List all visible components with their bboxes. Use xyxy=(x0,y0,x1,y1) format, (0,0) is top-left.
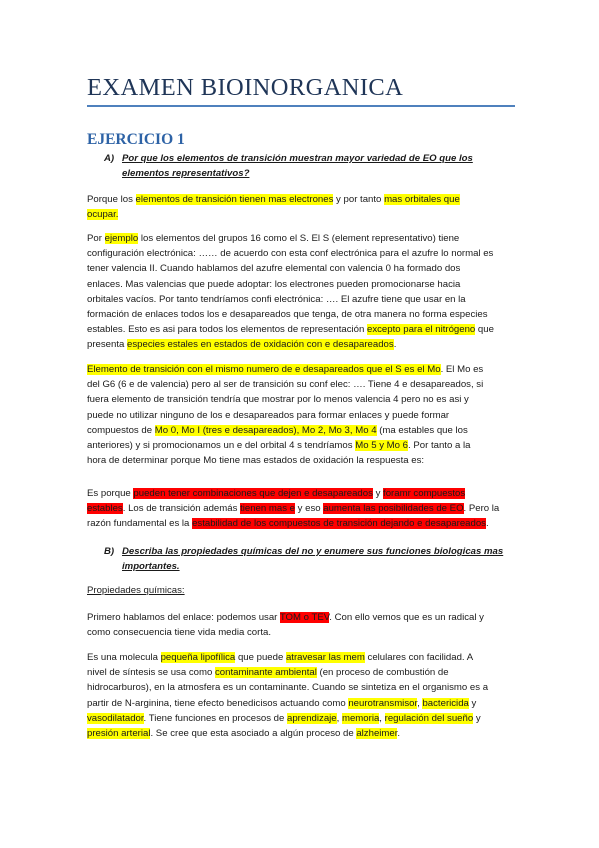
text-line xyxy=(87,322,515,337)
text-line xyxy=(87,726,515,741)
text-run: . xyxy=(393,339,397,351)
question-b-letter: B) xyxy=(104,546,115,557)
yellow-highlight: vasodilatador xyxy=(87,712,144,724)
red-highlight: tienen mas e xyxy=(240,503,295,515)
text-line xyxy=(87,192,515,207)
text-run: (ma estables que los xyxy=(376,424,468,436)
text-run: . Con ello vemos que es un radical y xyxy=(329,612,484,623)
yellow-highlight: pequeña lipofílica xyxy=(160,652,236,663)
question-a-letter: A) xyxy=(104,153,115,164)
text-run: . xyxy=(485,518,489,530)
text-line xyxy=(87,680,515,695)
question-b-line: importantes. xyxy=(122,561,180,573)
text-run: y xyxy=(468,697,477,709)
text-run: fuera elemento de transición tendría que mostrar por lo menos valencia 4 pero no es asi y xyxy=(87,394,469,406)
document-title: EXAMEN BIOINORGANICA xyxy=(87,74,404,101)
text-run: . Tiene funciones en procesos de xyxy=(143,712,288,724)
text-run: orbitales vacíos. Por tanto tendríamos confi electrónica: …. El azufre tiene que usar en la xyxy=(87,293,466,305)
text-run: hidrocarburos), en la atmosfera es un contaminante. Cuando se sintetiza en el organismo es a xyxy=(87,682,489,694)
paragraph xyxy=(87,192,515,222)
text-run: enlaces. Mas valencias que puede adoptar: los electrones pueden promocionarse hacia xyxy=(87,278,461,290)
text-line xyxy=(87,625,515,640)
properties-heading: Propiedades químicas: xyxy=(87,585,185,596)
text-line xyxy=(87,650,515,665)
text-line xyxy=(87,696,515,711)
text-run: Es una molecula xyxy=(87,652,161,663)
title-underline-rule xyxy=(87,105,515,107)
text-run: nivel de síntesis se usa como xyxy=(87,667,215,679)
text-run: tener valencia II. Cuando hablamos del azufre elemental con valencia 0 ha formado dos xyxy=(87,263,461,275)
text-run: , xyxy=(336,712,342,724)
question-b-line: Describa las propiedades químicas del no y enumere sus funciones biologicas mas xyxy=(122,546,504,557)
text-line xyxy=(87,423,515,438)
text-line xyxy=(87,231,515,246)
text-line xyxy=(87,292,515,307)
text-run: (en proceso de combustión de xyxy=(316,667,449,679)
text-run: razón fundamental es la xyxy=(87,518,193,530)
yellow-highlight: bactericida xyxy=(422,697,469,709)
yellow-highlight: Elemento de transición con el mismo numero de e desapareados que el S es el Mo xyxy=(87,364,441,375)
exercise-heading: EJERCICIO 1 xyxy=(87,131,185,148)
text-line xyxy=(87,307,515,322)
yellow-highlight: Mo 0, Mo I (tres e desapareados), Mo 2, Mo 3, Mo 4 xyxy=(154,424,377,436)
text-run: puede no utilizar ninguno de los e desapareados para formar enlaces y puede formar xyxy=(87,409,450,421)
yellow-highlight: Mo 5 y Mo 6 xyxy=(355,439,409,451)
text-line xyxy=(87,438,515,453)
text-line xyxy=(87,362,515,377)
yellow-highlight: contaminante ambiental xyxy=(214,667,317,679)
red-highlight: pueden tener combinaciones que dejen e desapareados xyxy=(133,488,373,499)
text-run: celulares con facilidad. A xyxy=(364,652,474,663)
text-run: los elementos del grupos 16 como el S. El S (element representativo) tiene xyxy=(138,233,460,244)
text-run: . Los de transición además xyxy=(122,503,241,515)
text-line xyxy=(87,711,515,726)
yellow-highlight: ocupar. xyxy=(87,209,119,221)
question-a-line: elementos representativos? xyxy=(122,168,250,180)
text-run: formación de enlaces todos los e desapareados que tenga, de otra manera no forma especies xyxy=(87,308,488,320)
yellow-highlight: memoria xyxy=(341,712,380,724)
text-line xyxy=(87,516,515,531)
yellow-highlight: ejemplo xyxy=(104,233,139,244)
red-highlight: estabilidad de los compuestos de transición dejando e desapareados xyxy=(192,518,486,530)
text-line xyxy=(87,261,515,276)
text-run: y por tanto xyxy=(333,194,385,205)
text-run: , xyxy=(417,697,423,709)
text-line xyxy=(87,486,515,501)
paragraph xyxy=(87,610,515,640)
red-highlight: estables xyxy=(87,503,123,515)
text-run: . xyxy=(397,727,401,739)
text-line xyxy=(87,392,515,407)
text-run: Es porque xyxy=(87,488,134,499)
paragraph xyxy=(87,486,515,532)
paragraph xyxy=(87,650,515,741)
paragraph xyxy=(87,231,515,353)
yellow-highlight: atravesar las mem xyxy=(285,652,365,663)
yellow-highlight: aprendizaje xyxy=(287,712,337,724)
text-run: . Por tanto a la xyxy=(408,439,471,451)
text-line xyxy=(87,408,515,423)
text-line xyxy=(87,337,515,352)
text-line xyxy=(87,246,515,261)
text-run: y eso xyxy=(295,503,324,515)
text-run: Primero hablamos del enlace: podemos usar xyxy=(87,612,280,623)
text-run: presenta xyxy=(87,339,128,351)
yellow-highlight: especies estales en estados de oxidación con e desapareados xyxy=(127,339,394,351)
red-highlight: TOM o TEV xyxy=(279,612,330,623)
yellow-highlight: regulación del sueño xyxy=(384,712,474,724)
text-line xyxy=(87,377,515,392)
text-run: partir de N-arginina, tiene efecto benedicisos actuando como xyxy=(87,697,349,709)
text-run: como consecuencia tiene vida media corta. xyxy=(87,627,271,639)
yellow-highlight: elementos de transición tienen mas electrones xyxy=(135,194,334,205)
text-run: . Pero la xyxy=(463,503,500,515)
text-line xyxy=(87,453,515,468)
text-line xyxy=(87,501,515,516)
text-run: hora de determinar porque Mo tiene mas estados de oxidación la respuesta es: xyxy=(87,455,425,467)
text-run: anteriores) y si promocionamos un e del orbital 4 s tendríamos xyxy=(87,439,356,451)
text-run: del G6 (6 e de valencia) pero al ser de transición su conf elec: …. Tiene 4 e desapareados, si xyxy=(87,379,484,391)
text-run: Por xyxy=(87,233,105,244)
text-run: configuración electrónica: …… de acuerdo con esta conf electrónica para el azufre lo normal es xyxy=(87,248,494,260)
text-line xyxy=(87,610,515,625)
text-run: compuestos de xyxy=(87,424,155,436)
yellow-highlight: presión arterial xyxy=(87,727,151,739)
text-line xyxy=(87,665,515,680)
question-a-line: Por que los elementos de transición muestran mayor variedad de EO que los xyxy=(122,153,473,164)
red-highlight: aumenta las posibilidades de EO xyxy=(323,503,464,515)
text-run: , xyxy=(379,712,385,724)
red-highlight: foramr compuestos xyxy=(383,488,466,499)
text-run: . Se cree que esta asociado a algún proceso de xyxy=(150,727,357,739)
yellow-highlight: mas orbitales que xyxy=(384,194,460,205)
text-run: estables. Esto es asi para todos los elementos de representación xyxy=(87,324,367,336)
text-run: y xyxy=(372,488,384,499)
text-line xyxy=(87,207,515,222)
text-line xyxy=(87,277,515,292)
text-run: que xyxy=(475,324,494,336)
yellow-highlight: alzheimer xyxy=(356,727,398,739)
yellow-highlight: neurotransmisor xyxy=(348,697,418,709)
text-run: . El Mo es xyxy=(440,364,484,375)
text-run: que puede xyxy=(235,652,286,663)
yellow-highlight: excepto para el nitrógeno xyxy=(366,324,476,336)
text-run: Porque los xyxy=(87,194,136,205)
text-run: y xyxy=(473,712,481,724)
paragraph xyxy=(87,362,515,468)
